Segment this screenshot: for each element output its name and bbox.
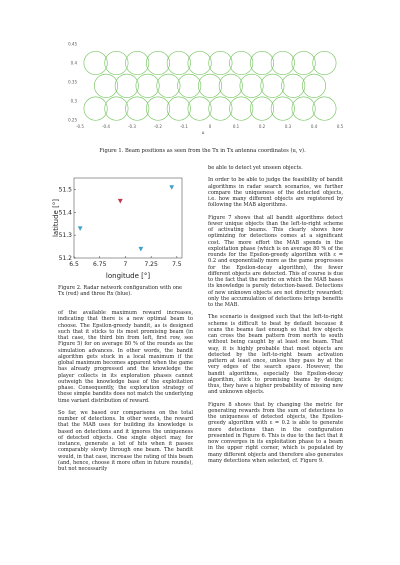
right-text-column [208, 165, 343, 470]
paragraph: The scenario is designed such that the left-to-right scheme is difficult to beat by default because it scans the beams fast enough so that few objects can cross the beam pattern from north to south without being caught by at least one beam. That way, it is highly probable that most objects are detected by the left-to-right beam activation pattern at least once, unless they pass by at the very edges of the search space. However, the bandit algorithms, especially the Epsilon-decay algorithm, stick to promising beams by design; thus, they have a higher probability of missing new and unknown objects. [208, 314, 343, 396]
beam-circle [157, 74, 180, 97]
x-tick-label: 7.5 [172, 261, 182, 268]
beam-circle [188, 51, 211, 74]
beam-circle [84, 97, 107, 120]
rx-marker [138, 247, 143, 252]
x-axis-label: longitude [°] [105, 272, 151, 280]
y-tick-label: 51.5 [58, 186, 72, 194]
beam-circle [167, 51, 190, 74]
beam-circle [105, 97, 128, 120]
y-axis-label: latitude [°] [52, 198, 60, 238]
beam-circle [94, 74, 117, 97]
beam-circle [282, 74, 305, 97]
paragraph: So far, we based our comparisons on the total number of detections. In other words, the reward that the MAB uses for building its knowledge is based on detections and it ignores the uniqueness of detected objects. One single object may, for instance, generate a lot of hits when it passes comparably slowly through one beam. The bandit would, in that case, increase the rating of this beam (and, hence, choose it more often in future rounds), but not necessarily [58, 409, 193, 472]
beam-circle [219, 74, 242, 97]
beam-circle [261, 74, 284, 97]
y-tick-label: 51.2 [58, 255, 72, 262]
plot-frame [74, 178, 182, 258]
paragraph: of the available maximum reward increases, indicating that there is a new optimal beam to choose. The Epsilon-greedy bandit, as is designed such that it sticks to its most promising beam (in that case, the third bin from left, first row, see Figure 5) for on average 80 % of the rounds as the simulation advances. In other words, the bandit algorithm gets stuck in a local maximum if the global maximum becomes apparent when the game has already progressed and the knowledge the player collects in its exploration phases cannot outweigh the knowledge base of the exploitation phase. Consequently, the exploration strategy of these simple bandits does not match the underlying time variant distribution of reward. [58, 310, 193, 404]
beam-circle [188, 97, 211, 120]
x-axis-label: u [201, 131, 205, 136]
x-tick-label: 0.2 [258, 124, 266, 129]
beam-circle [250, 97, 273, 120]
x-tick-label: 6.75 [93, 261, 107, 268]
beam-circle [240, 74, 263, 97]
x-tick-label: -0.4 [102, 124, 110, 129]
beam-circle [250, 51, 273, 74]
beam-circle [313, 97, 336, 120]
x-tick-label: 0 [208, 124, 212, 129]
y-tick-label: 0.4 [70, 60, 77, 66]
beam-circle [209, 51, 232, 74]
paragraph: Figure 7 shows that all bandit algorithms detect fewer unique objects than the left-to-right scheme of activating beams. This clearly shows how optimizing for detections comes at a significant cost. The more effort the MAB spends in the exploitation phase (which is on average 80 % of the rounds for the Epsilon-greedy algorithm with ε = 0.2 and exponentially more as the game progresses for the Epsilon-decay algorithm), the fewer different objects are detected. This of course is due to the fact that the metric on which the MAB bases its knowledge is purely detection-based. Detections of new unknown objects are not directly rewarded; only the accumulation of detections brings benefits to the MAB. [208, 214, 343, 308]
x-tick-label: 0.3 [284, 124, 292, 129]
beam-circle [126, 97, 149, 120]
y-tick-label: 51.4 [58, 209, 72, 217]
beam-circle [105, 51, 128, 74]
beam-circle [271, 97, 294, 120]
paragraph: Figure 8 shows that by changing the metric for generating rewards from the sum of detections to the uniqueness of detected objects, the Epsilon-greedy algorithm with ε = 0.2 is able to generate more detections than in the configuration presented in Figure 6. This is due to the fact that it now converges in its exploitation phase to a beam in the upper right corner, which is populated by many different objects and therefore also generates many detections when selected, cf. Figure 9. [208, 401, 343, 464]
x-tick-label: 7.25 [144, 261, 158, 268]
beam-circle [292, 51, 315, 74]
x-tick-label: 7 [123, 261, 128, 268]
beam-circle [115, 74, 138, 97]
paragraph: be able to detect yet unseen objects. [208, 165, 303, 171]
beam-circle [271, 51, 294, 74]
beam-circle [167, 97, 190, 120]
beam-circle [209, 97, 232, 120]
beam-circle [292, 97, 315, 120]
x-tick-label: -0.5 [76, 124, 84, 129]
paragraph: In order to be able to judge the feasibility of bandit algorithms in radar search scenarios, we further compare the uniqueness of the detected objects, i.e. how many different objects are registered by following the MAB algorithms. [208, 177, 343, 209]
x-tick-label: -0.3 [128, 124, 136, 129]
beam-circle [136, 74, 159, 97]
beam-circle [198, 74, 221, 97]
beam-circle [230, 97, 253, 120]
y-tick-label: 0.35 [68, 79, 77, 85]
beam-circle [126, 51, 149, 74]
beam-circle [230, 51, 253, 74]
x-tick-label: 6.5 [69, 261, 79, 268]
beam-circle [313, 51, 336, 74]
beam-circle [178, 74, 201, 97]
y-tick-label: 0.25 [68, 117, 77, 123]
y-tick-label: 51.3 [58, 232, 72, 240]
figure-1-caption: Figure 1. Beam positions as seen from the Tx in Tx antenna coordinates (u, v). [99, 148, 306, 154]
x-tick-label: 0.4 [310, 124, 318, 129]
rx-marker [169, 185, 174, 190]
beam-circle [84, 51, 107, 74]
beam-circle [146, 51, 169, 74]
figure-2-caption: Figure 2. Radar network configuration with one Tx (red) and three Rx (blue). [58, 285, 183, 298]
x-tick-label: -0.2 [154, 124, 162, 129]
y-tick-label: 0.45 [68, 41, 77, 47]
y-tick-label: 0.3 [70, 98, 77, 104]
beam-positions-figure [58, 40, 348, 140]
tx-marker [118, 199, 123, 204]
rx-marker [78, 226, 83, 231]
beam-circle [302, 74, 325, 97]
x-tick-label: 0.5 [336, 124, 344, 129]
x-tick-label: -0.1 [180, 124, 188, 129]
left-text-column [58, 310, 193, 478]
radar-network-figure [52, 172, 187, 282]
x-tick-label: 0.1 [232, 124, 240, 129]
beam-circle [146, 97, 169, 120]
